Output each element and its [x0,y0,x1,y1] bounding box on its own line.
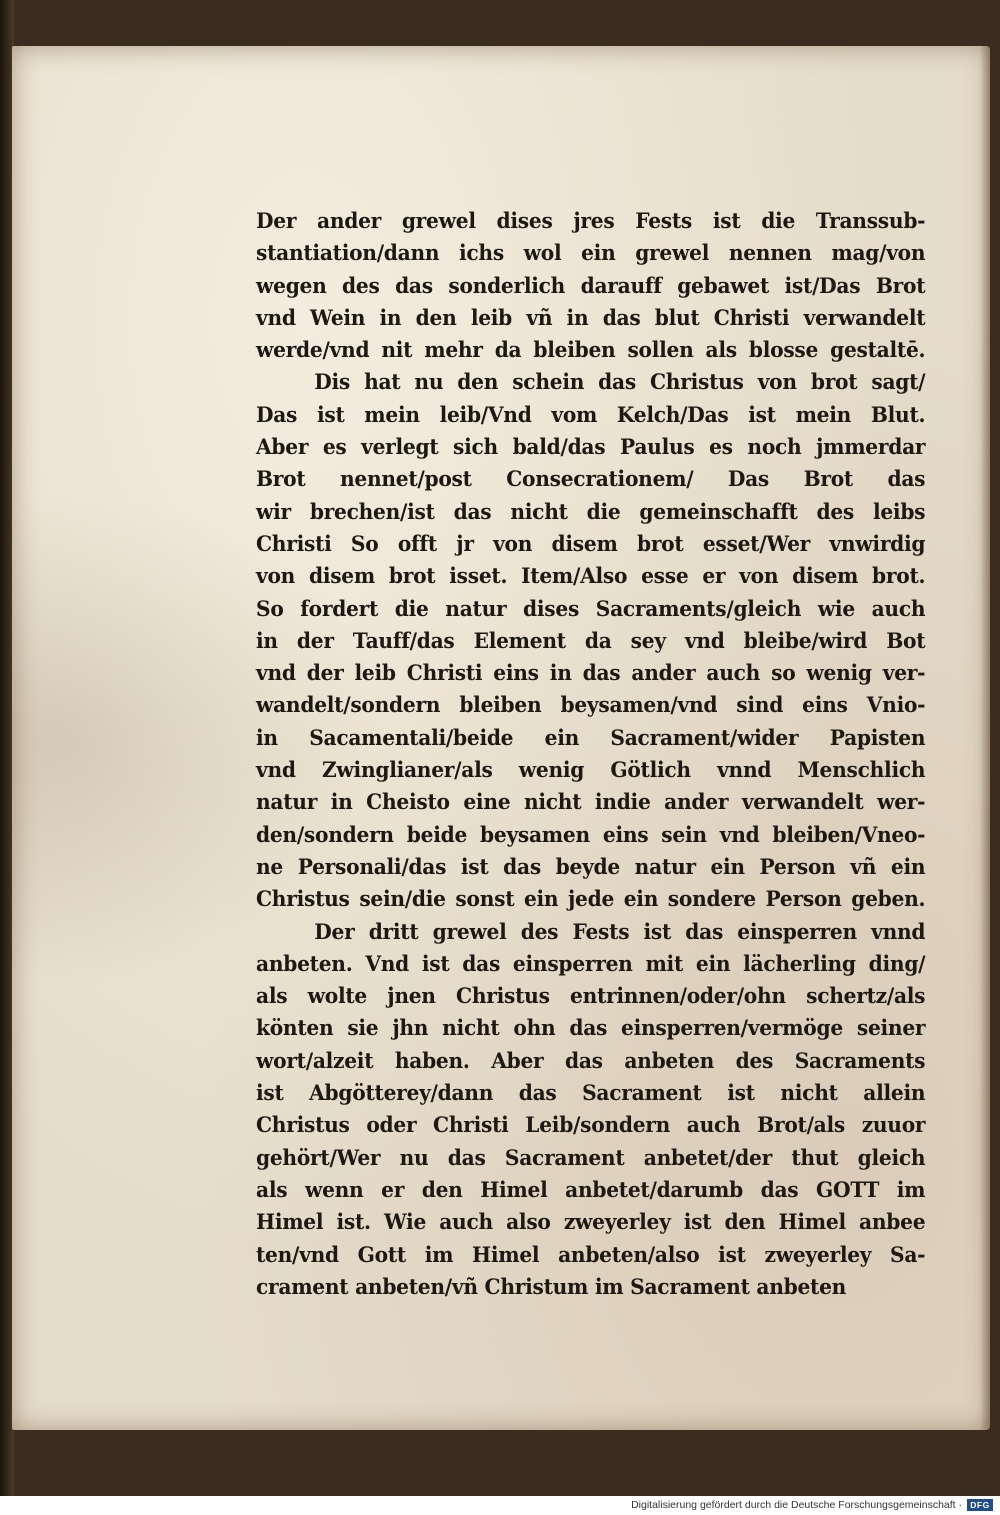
text-line: ten/vnd Gott im Himel anbeten/also ist zweyerley Sa- [256,1242,926,1268]
text-block [256,206,926,1304]
text-line: anbeten. Vnd ist das einsperren mit ein lächerling ding/ [256,951,926,977]
text-line: Aber es verlegt sich bald/das Paulus es noch jmmerdar [256,435,926,461]
text-line: in Sacamentali/beide ein Sacrament/wider Papisten [256,725,926,751]
text-line: als wenn er den Himel anbetet/darumb das GOTT im [256,1177,926,1203]
text-line: wegen des das sonderlich darauff gebawet ist/Das Brot [256,273,926,299]
text-line: vnd der leib Christi eins in das ander auch so wenig ver- [256,661,926,687]
text-line: gehört/Wer nu das Sacrament anbetet/der thut gleich [256,1145,926,1171]
paper-leaf [12,46,990,1430]
text-line: Der ander grewel dises jres Fests ist die Transsub- [256,209,926,234]
funding-credit: Digitalisierung gefördert durch die Deutsche Forschungsgemeinschaft · [631,1499,962,1511]
footer-bar [0,1496,1000,1515]
dfg-logo-icon: DFG [967,1499,993,1511]
text-line: in der Tauff/das Element da sey vnd bleibe/wird Bot [256,628,926,654]
text-line: Brot nennet/post Consecrationem/ Das Brot das [256,467,926,493]
text-line: Christi So offt jr von disem brot esset/Wer vnwirdig [256,531,926,557]
text-line: als wolte jnen Christus entrinnen/oder/ohn schertz/als [256,984,926,1010]
text-line: ne Personali/das ist das beyde natur ein Person vñ ein [256,854,926,880]
text-line: vnd Zwinglianer/als wenig Götlich vnnd Menschlich [256,758,926,784]
text-line: werde/vnd nit mehr da bleiben sollen als blosse gestaltē. [256,338,926,364]
text-line: crament anbeten/vñ Christum im Sacrament anbeten [256,1274,847,1300]
text-line: wort/alzeit haben. Aber das anbeten des Sacraments [256,1048,926,1074]
text-line: Der dritt grewel des Fests ist das einsperren vnnd [314,919,926,945]
text-line: ist Abgötterey/dann das Sacrament ist nicht allein [256,1081,926,1107]
text-line: Christus sein/die sonst ein jede ein sondere Person geben. [256,887,926,913]
text-line: Himel ist. Wie auch also zweyerley ist den Himel anbee [256,1210,926,1236]
text-line: vnd Wein in den leib vñ in das blut Christi verwandelt [256,305,926,331]
text-line: Christus oder Christi Leib/sondern auch Brot/als zuuor [256,1113,926,1139]
text-line: wir brechen/ist das nicht die gemeinschafft des leibs [256,499,926,525]
text-line: könten sie jhn nicht ohn das einsperren/vermöge seiner [256,1016,926,1042]
text-line: wandelt/sondern bleiben beysamen/vnd sind eins Vnio- [256,693,926,719]
text-line: den/sondern beide beysamen eins sein vnd bleiben/Vneo- [256,822,926,848]
text-line: natur in Cheisto eine nicht indie ander verwandelt wer- [256,790,926,816]
text-line: So fordert die natur dises Sacraments/gleich wie auch [256,596,926,622]
text-line: von disem brot isset. Item/Also esse er von disem brot. [256,564,926,590]
text-line: Das ist mein leib/Vnd vom Kelch/Das ist mein Blut. [256,402,926,428]
text-line: stantiation/dann ichs wol ein grewel nennen mag/von [256,241,926,267]
text-line: Dis hat nu den schein das Christus von brot sagt/ [314,370,926,396]
